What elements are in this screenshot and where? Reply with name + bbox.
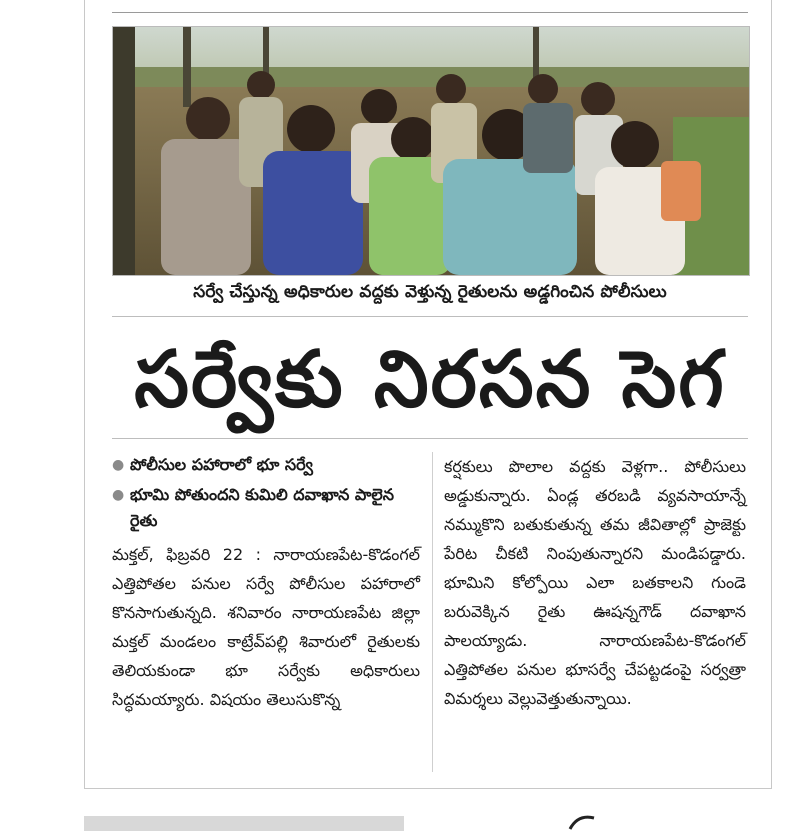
body-column-left: మక్తల్, ఫిబ్రవరి 22 : నారాయణపేట-కొడంగల్ ఎత్తిపోతల పనుల సర్వే పోలీసుల పహారాలో కొనసాగుతున్నది. శనివారం నారాయణపేట జిల్లా మక్తల్ మండలం కాట్రేవ్‌పల్లి శివారులో రైతులకు తెలియకుండా భూ సర్వేకు అధికారులు సిద్ధమయ్యారు. విషయం తెలుసుకొన్న — [112, 545, 420, 709]
top-rule — [112, 12, 748, 13]
next-article-bar — [84, 816, 404, 831]
column-divider — [432, 452, 433, 772]
photo-caption: సర్వే చేస్తున్న అధికారుల వద్దకు వెళ్తున్న రైతులను అడ్డగించిన పోలీసులు — [193, 282, 667, 302]
bullet-item — [112, 482, 422, 534]
bullet-text: పోలీసుల పహారాలో భూ సర్వే — [130, 455, 313, 474]
bullet-dot-icon: ● — [112, 487, 125, 503]
body-column-right: కర్షకులు పొలాల వద్దకు వెళ్లగా.. పోలీసులు అడ్డుకున్నారు. ఏండ్ల తరబడి వ్యవసాయాన్నే నమ్ముకొని బతుకుతున్న తమ జీవితాల్లో ప్రాజెక్టు పేరిట చీకటి నింపుతున్నారని మండిపడ్డారు. భూమిని కోల్పోయి ఎలా బతకాలని గుండె బరువెక్కిన రైతు ఊషన్నగౌడ్ దవాఖాన పాలయ్యాడు. నారాయణపేట-కొడంగల్ ఎత్తిపోతల పనుల భూసర్వే చేపట్టడంపై సర్వత్రా విమర్శలు వెల్లువెత్తుతున్నాయి. — [444, 457, 746, 708]
bullet-list — [112, 452, 422, 538]
bullet-item — [112, 452, 422, 478]
headline: సర్వేకు నిరసన సెగ — [134, 335, 726, 425]
caption-rule — [112, 316, 748, 317]
headline-rule — [112, 438, 748, 439]
bullet-dot-icon: ● — [112, 457, 125, 473]
news-photo — [112, 26, 750, 276]
bullet-text: భూమి పోతుందని కుమిలి దవాఖాన పాలైన రైతు — [130, 485, 394, 530]
ornament-icon — [568, 812, 596, 831]
